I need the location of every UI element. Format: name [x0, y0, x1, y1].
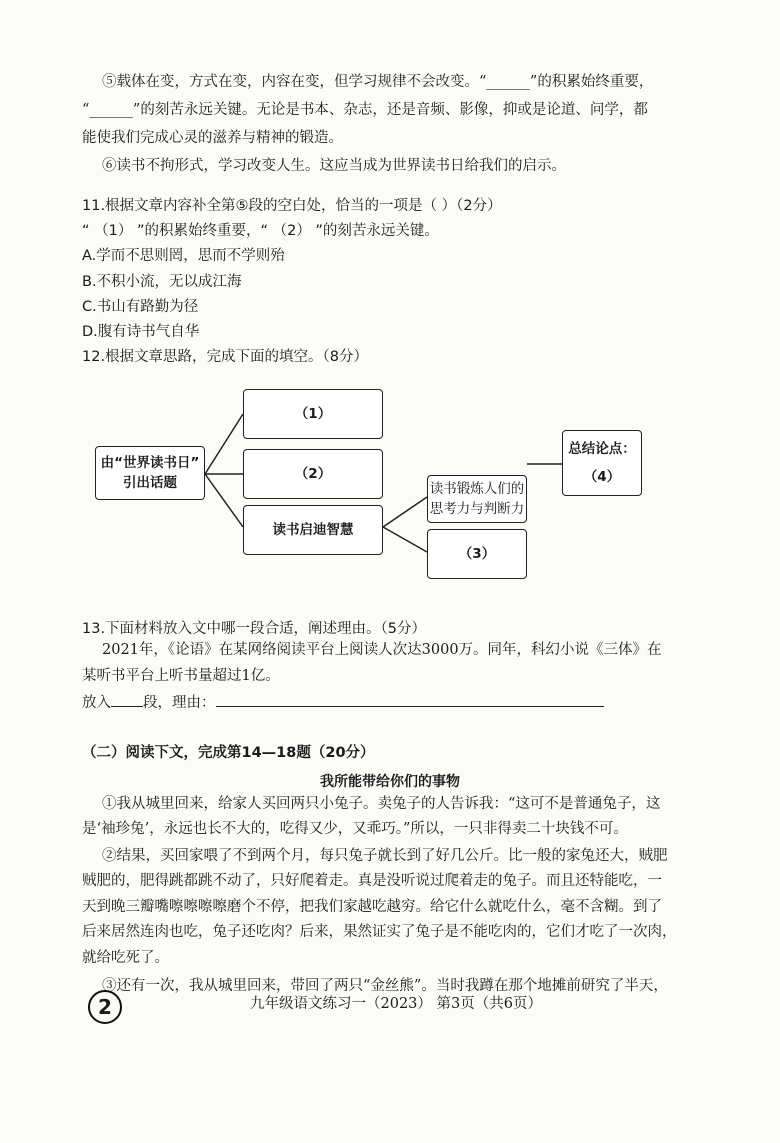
option-a: A.学而不思则罔，思而不学则殆: [82, 248, 285, 264]
question-11-blank-line: “ （1） ”的积累始终重要，“ （2） ”的刻苦永远关键。: [82, 223, 439, 239]
answer-reason-label: 段，理由：: [143, 695, 216, 711]
connector-b3-c2: [383, 527, 427, 552]
passage-line: 就给吃死了。: [82, 950, 169, 966]
diagram-root-box: 由“世界读书日” 引出话题: [95, 446, 205, 500]
option-c: C.书山有路勤为径: [82, 299, 199, 315]
passage-line: 后来居然连肉也吃，兔子还吃肉？后来，果然证实了兔子是不能吃肉的，它们才吃了一次肉，: [82, 924, 677, 940]
answer-prefix: 放入: [82, 695, 111, 711]
page-circle-number: 2: [88, 990, 122, 1024]
passage-line: ①我从城里回来，给家人买回两只小兔子。卖兔子的人告诉我：“这可不是普通兔子，这: [102, 796, 661, 812]
diagram-blank-3: （3）: [427, 529, 527, 579]
passage-line: 天到晚三瓣嘴嚓嚓嚓嚓磨个不停，把我们家越吃越穷。给它什么就吃什么，毫不含糊。到了: [82, 899, 662, 915]
passage-line: 贼肥的，肥得跳都跳不动了，只好爬着走。真是没听说过爬着走的兔子。而且还特能吃，一: [82, 873, 662, 889]
connector-root-b3: [205, 474, 243, 527]
connector-b3-c1: [383, 497, 427, 527]
paragraph-5-line-2: “______”的刻苦永远关键。无论是书本、杂志，还是音频、影像，抑或是论道、问学，都: [82, 102, 648, 118]
passage-line: ②结果，买回家喂了不到两个月，每只兔子就长到了好几公斤。比一般的家兔还大，贼肥: [102, 848, 668, 864]
passage-title: 我所能带给你们的事物: [320, 774, 460, 790]
footer-text: 九年级语文练习一（2023） 第3页（共6页）: [250, 996, 542, 1012]
diagram-blank-4: （4）: [583, 469, 621, 485]
diagram-conclusion-box: [562, 430, 642, 496]
paragraph-5-line-3: 能使我们完成心灵的滋养与精神的锻造。: [82, 130, 343, 146]
paragraph-5-line-1: ⑤载体在变，方式在变，内容在变，但学习规律不会改变。“______”的积累始终重要，: [102, 74, 654, 90]
connector-root-b1: [205, 414, 243, 474]
question-13-stem: 13.下面材料放入文中哪一段合适，阐述理由。（5分）: [82, 621, 427, 637]
passage-line: ③还有一次，我从城里回来，带回了两只“金丝熊”。当时我蹲在那个地摊前研究了半天，: [102, 978, 668, 994]
question-11-stem: 11.根据文章内容补全第⑤段的空白处，恰当的一项是（ ）（2分）: [82, 198, 502, 214]
passage-line: 是‘袖珍兔’，永远也长不大的，吃得又少，又乖巧。”所以，一只非得卖二十块钱不可。: [82, 821, 628, 837]
conclusion-title: 总结论点：: [568, 441, 636, 457]
question-13-material-line-1: 2021年，《论语》在某网络阅读平台上阅读人次达3000万。同年，科幻小说《三体》在: [102, 642, 662, 658]
option-d: D.腹有诗书气自华: [82, 324, 200, 340]
question-13-material-line-2: 某听书平台上听书量超过1亿。: [82, 668, 280, 684]
reason-blank[interactable]: [216, 692, 604, 707]
diagram-box-wisdom: 读书启迪智慧: [243, 505, 383, 555]
option-b: B.不积小流，无以成江海: [82, 274, 242, 290]
paragraph-6: ⑥读书不拘形式，学习改变人生。这应当成为世界读书日给我们的启示。: [102, 158, 566, 174]
section-2-heading: （二）阅读下文，完成第14—18题（20分）: [82, 745, 375, 761]
question-12-stem: 12.根据文章思路，完成下面的填空。（8分）: [82, 349, 369, 365]
question-13-answer-line: [82, 691, 604, 715]
diagram-box-thinking: 读书锻炼人们的 思考力与判断力: [427, 475, 527, 523]
diagram-blank-2: （2）: [243, 449, 383, 499]
diagram-blank-1: （1）: [243, 389, 383, 439]
paragraph-number-blank[interactable]: [111, 692, 143, 707]
